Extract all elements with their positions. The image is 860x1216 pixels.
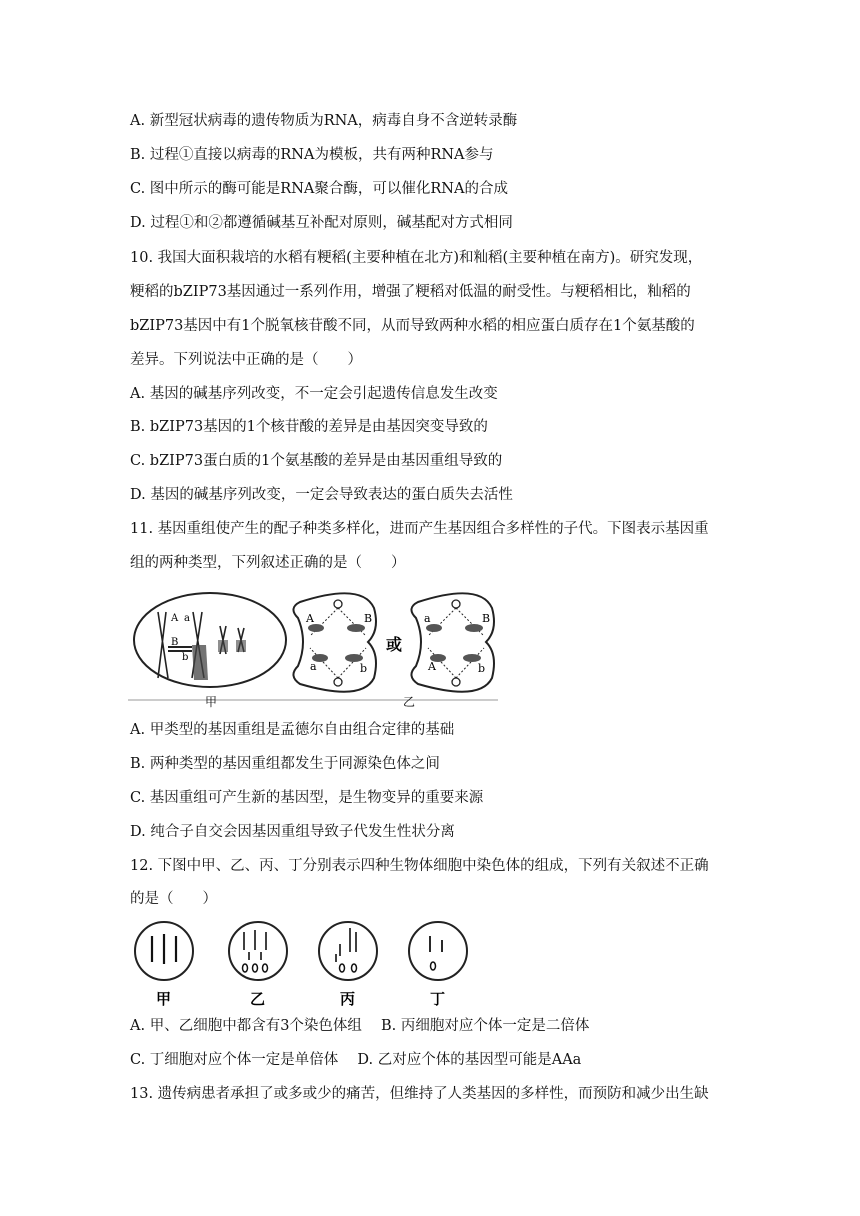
q11-option-d: D. 纯合子自交会因基因重组导致子代发生性状分离 bbox=[130, 824, 455, 840]
gene-label-a-small-right: a bbox=[424, 612, 431, 625]
q11-option-c: C. 基因重组可产生新的基因型，是生物变异的重要来源 bbox=[130, 790, 484, 806]
gene-label-b-mid: B bbox=[364, 612, 373, 625]
q12-options-line-2: C. 丁细胞对应个体一定是单倍体 D. 乙对应个体的基因型可能是AAa bbox=[130, 1052, 582, 1068]
q9-option-b: B. 过程①直接以病毒的RNA为模板，共有两种RNA参与 bbox=[130, 147, 494, 163]
gene-label-b-small-left: b bbox=[182, 652, 189, 663]
gene-label-a-left: A bbox=[171, 613, 179, 624]
q11-option-b: B. 两种类型的基因重组都发生于同源染色体之间 bbox=[130, 756, 440, 772]
q11-option-a: A. 甲类型的基因重组是孟德尔自由组合定律的基础 bbox=[130, 722, 455, 738]
q13-stem-line-1: 13. 遗传病患者承担了或多或少的痛苦，但维持了人类基因的多样性，而预防和减少出生缺 bbox=[130, 1086, 709, 1102]
q12-stem-line-2: 的是（ ） bbox=[130, 891, 217, 907]
figure-caption-jia: 甲 bbox=[205, 695, 218, 709]
cell-caption-ding: 丁 bbox=[430, 990, 446, 1008]
q10-stem-line-3: bZIP73基因中有1个脱氧核苷酸不同，从而导致两种水稻的相应蛋白质存在1个氨基酸的 bbox=[130, 318, 695, 334]
q10-stem-line-2: 粳稻的bZIP73基因通过一系列作用，增强了粳稻对低温的耐受性。与粳稻相比，籼稻的 bbox=[130, 284, 691, 300]
q11-stem-line-2: 组的两种类型，下列叙述正确的是（ ） bbox=[130, 555, 406, 571]
q10-stem-line-4: 差异。下列说法中正确的是（ ） bbox=[130, 352, 362, 368]
gene-label-b-small-right: b bbox=[478, 662, 486, 675]
q11-stem-line-1: 11. 基因重组使产生的配子种类多样化，进而产生基因组合多样性的子代。下图表示基因重 bbox=[130, 521, 709, 537]
gene-label-b-left: B bbox=[171, 637, 179, 648]
q9-option-a: A. 新型冠状病毒的遗传物质为RNA，病毒自身不含逆转录酶 bbox=[130, 113, 518, 129]
gene-recombination-figure bbox=[128, 590, 500, 708]
q12-stem-line-1: 12. 下图中甲、乙、丙、丁分别表示四种生物体细胞中染色体的组成，下列有关叙述不正确 bbox=[130, 858, 709, 874]
cell-caption-yi: 乙 bbox=[250, 990, 266, 1008]
q10-option-a: A. 基因的碱基序列改变，不一定会引起遗传信息发生改变 bbox=[130, 386, 498, 402]
cell-caption-jia: 甲 bbox=[156, 990, 172, 1008]
q12-options-line-1: A. 甲、乙细胞中都含有3个染色体组 B. 丙细胞对应个体一定是二倍体 bbox=[130, 1018, 590, 1034]
gene-label-a-right: A bbox=[428, 660, 436, 673]
figure-caption-yi: 乙 bbox=[403, 695, 416, 709]
or-label: 或 bbox=[386, 635, 403, 654]
gene-label-b-small-mid: b bbox=[360, 662, 368, 675]
q9-option-d: D. 过程①和②都遵循碱基互补配对原则，碱基配对方式相同 bbox=[130, 215, 513, 231]
q10-option-d: D. 基因的碱基序列改变，一定会导致表达的蛋白质失去活性 bbox=[130, 487, 513, 503]
q10-option-b: B. bZIP73基因的1个核苷酸的差异是由基因突变导致的 bbox=[130, 419, 488, 435]
q9-option-c: C. 图中所示的酶可能是RNA聚合酶，可以催化RNA的合成 bbox=[130, 181, 508, 197]
gene-label-a-mid: A bbox=[306, 612, 314, 625]
cell-caption-bing: 丙 bbox=[340, 990, 356, 1008]
chromosome-cells-figure bbox=[130, 918, 480, 1010]
gene-label-a-small-mid: a bbox=[310, 660, 317, 673]
q10-option-c: C. bZIP73蛋白质的1个氨基酸的差异是由基因重组导致的 bbox=[130, 453, 503, 469]
gene-label-b-right: B bbox=[482, 612, 491, 625]
q10-stem-line-1: 10. 我国大面积栽培的水稻有粳稻(主要种植在北方)和籼稻(主要种植在南方)。研究发现， bbox=[130, 250, 703, 266]
gene-label-a-small-left: a bbox=[184, 613, 190, 624]
